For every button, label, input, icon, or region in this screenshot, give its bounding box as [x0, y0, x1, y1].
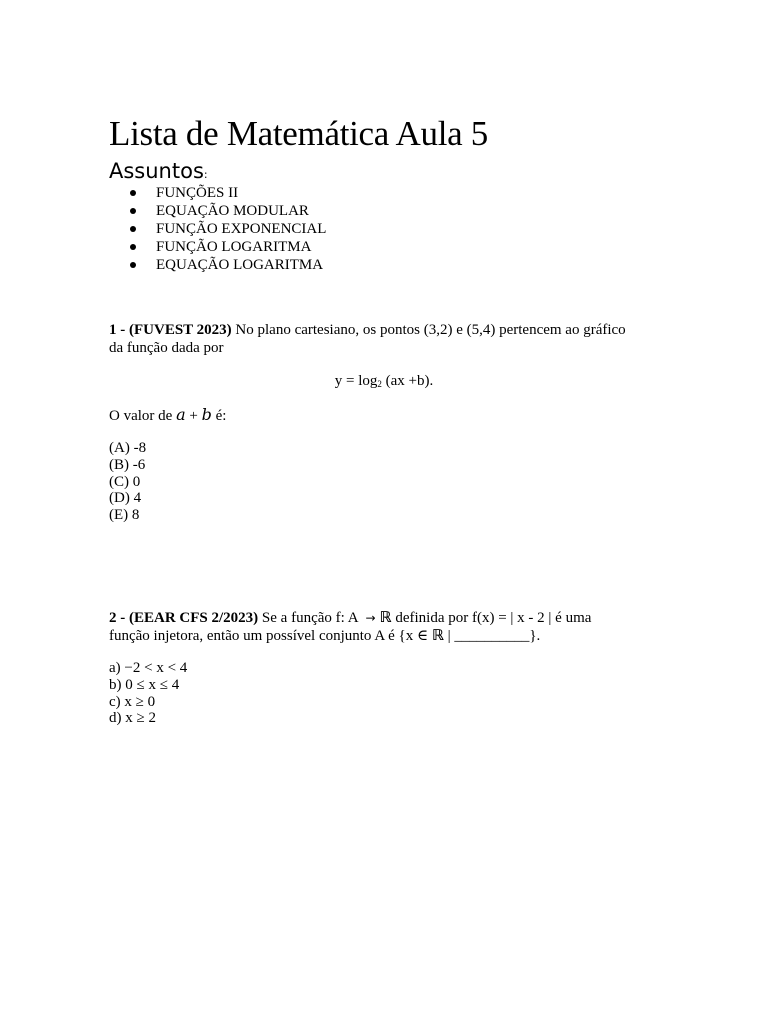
ask-suffix: é: — [211, 408, 227, 424]
option-item: a) −2 < x < 4 — [109, 660, 188, 676]
equation-log-base: 2 — [377, 379, 382, 389]
arrow-icon: → — [365, 611, 376, 625]
reals-symbol: ℝ — [431, 626, 444, 644]
equation-prefix: y = log — [334, 373, 378, 389]
variable-b: b — [201, 405, 212, 424]
question-1-statement-line2: da função dada por — [109, 340, 224, 356]
question-2-text-c: função injetora, então um possível conjunto A é {x ∈ — [109, 628, 432, 644]
option-item: d) x ≥ 2 — [109, 710, 156, 727]
topic-item: FUNÇÕES II — [109, 184, 326, 202]
subjects-heading-label: Assuntos — [109, 159, 204, 183]
topics-list — [109, 184, 326, 274]
option-item: (A) -8 — [109, 440, 147, 456]
option-item: c) x ≥ 0 — [109, 693, 156, 710]
topic-item: FUNÇÃO LOGARITMA — [109, 238, 326, 256]
subjects-heading-colon: : — [203, 168, 208, 181]
topic-item: FUNÇÃO EXPONENCIAL — [109, 220, 326, 238]
option-item: b) 0 ≤ x ≤ 4 — [109, 676, 180, 693]
question-1-ask — [109, 406, 226, 425]
question-2-statement-line1 — [109, 608, 591, 627]
page-title: Lista de Matemática Aula 5 — [109, 114, 489, 153]
option-item: (D) 4 — [109, 490, 142, 507]
question-1-equation — [109, 372, 659, 393]
question-2-statement-line2 — [109, 626, 540, 645]
option-item: (B) -6 — [109, 456, 146, 473]
question-1-text-line1: No plano cartesiano, os pontos (3,2) e (5,4) pertencem ao gráfico — [231, 322, 626, 338]
variable-a: a — [176, 405, 186, 424]
question-1-statement-line1 — [109, 321, 626, 339]
topic-item: EQUAÇÃO LOGARITMA — [109, 256, 326, 274]
ask-plus: + — [185, 408, 202, 424]
question-2-options — [109, 660, 187, 727]
question-2-text-b: definida por f(x) = | x - 2 | é uma — [391, 610, 592, 626]
question-1-options — [109, 440, 146, 524]
question-2-text-d: | __________}. — [443, 628, 541, 644]
option-item: (E) 8 — [109, 507, 140, 524]
reals-symbol: ℝ — [379, 608, 392, 626]
question-1-number: 1 - (FUVEST 2023) — [109, 322, 232, 338]
question-2-text-a: Se a função f: A — [258, 610, 362, 626]
question-2-number: 2 - (EEAR CFS 2/2023) — [109, 610, 259, 626]
equation-suffix: (ax +b). — [381, 373, 434, 389]
ask-prefix: O valor de — [109, 408, 177, 424]
topic-item: EQUAÇÃO MODULAR — [109, 202, 326, 220]
option-item: (C) 0 — [109, 473, 141, 490]
